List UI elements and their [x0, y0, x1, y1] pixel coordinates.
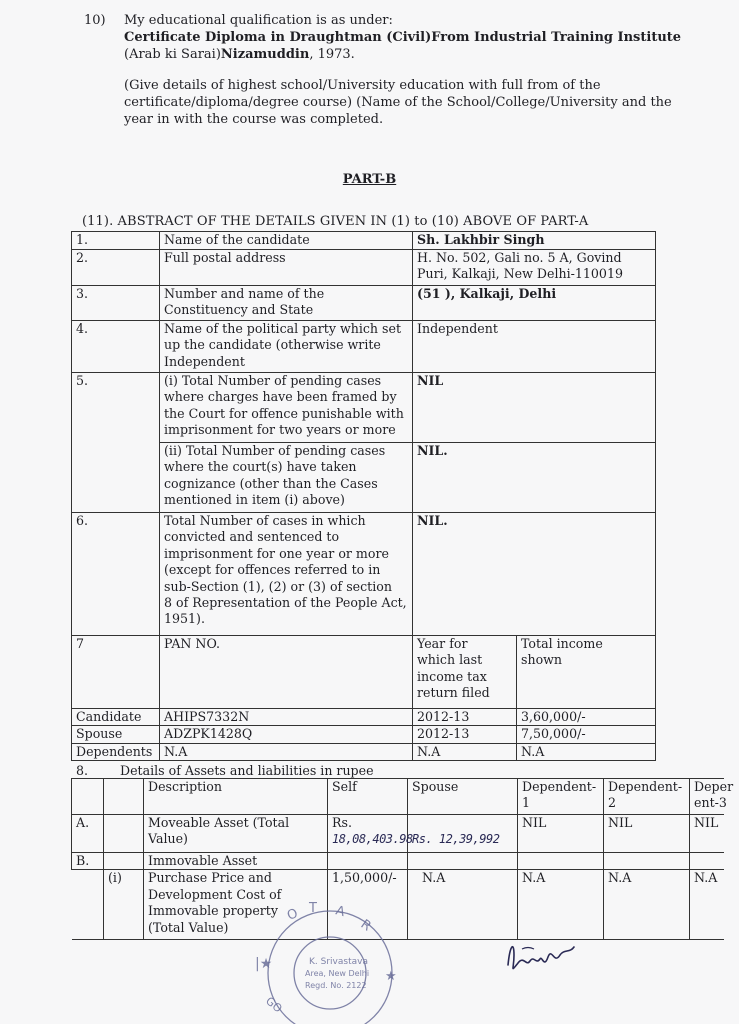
address-line: H. No. 502, Gali no. 5 A, Govind	[417, 250, 622, 265]
header-line: 1	[522, 795, 531, 811]
signature	[500, 935, 580, 980]
row-value: NIL.	[413, 513, 656, 636]
table-row	[72, 815, 724, 853]
row-label: Name of the candidate	[160, 232, 413, 250]
self-value	[328, 815, 413, 853]
row-label: PAN NO.	[160, 636, 413, 709]
self-value: 1,50,000/-	[328, 870, 408, 940]
blank-cell	[690, 853, 724, 870]
blank-cell	[604, 853, 690, 870]
row-number: 5.	[72, 373, 160, 443]
row-value: NIL	[413, 373, 656, 443]
desc-header: Description	[144, 779, 328, 815]
blank-cell	[72, 870, 104, 940]
table-row	[72, 779, 724, 815]
header-line: Year for	[417, 636, 468, 651]
handwritten-value: 18,08,403.98	[332, 832, 413, 847]
row-value: (51 ), Kalkaji, Delhi	[413, 286, 656, 321]
qualification-intro: My educational qualification is as under:	[124, 13, 393, 28]
dependent-2-value: N.A	[604, 870, 690, 940]
label-line: where the court(s) have taken	[164, 459, 357, 475]
pan-number: ADZPK1428Q	[160, 726, 413, 743]
item-number: 10)	[84, 13, 106, 28]
row-number	[72, 443, 160, 513]
row-number: 3.	[72, 286, 160, 321]
stamp-area: Area, New Delhi	[305, 969, 370, 978]
table-row	[72, 743, 656, 760]
row-number: 4.	[72, 321, 160, 373]
spouse-value: N.A	[408, 870, 518, 940]
table-row	[72, 232, 656, 250]
dependent-1-value: NIL	[518, 815, 604, 853]
table-row	[72, 321, 656, 373]
spouse-header: Spouse	[408, 779, 518, 815]
dependent-1-header	[518, 779, 604, 815]
stamp-name: K. Srivastava	[309, 957, 368, 967]
asset-description	[144, 815, 328, 853]
blank-cell	[408, 853, 518, 870]
row-label	[160, 513, 413, 636]
header-line: Deper	[694, 779, 734, 794]
label-line: 8 of Representation of the People Act,	[164, 595, 407, 611]
pan-year: N.A	[413, 743, 517, 760]
asset-description: Immovable Asset	[144, 853, 328, 870]
row-label: A.	[72, 815, 104, 853]
stamp-regd: Regd. No. 2122	[305, 981, 367, 990]
row-number: 6.	[72, 513, 160, 636]
pan-number: N.A	[160, 743, 413, 760]
dependent-3-value: N.A	[690, 870, 724, 940]
blank-cell	[104, 815, 144, 853]
table-row	[72, 709, 656, 726]
row-label	[160, 373, 413, 443]
svg-text:|★: |★	[255, 956, 273, 972]
label-line: mentioned in item (i) above)	[164, 492, 345, 508]
label-line: imprisonment for two years or more	[164, 422, 396, 438]
pan-year: 2012-13	[413, 709, 517, 726]
table-row	[72, 373, 656, 443]
header-line: Dependent-	[608, 779, 683, 794]
svg-text:R: R	[357, 916, 374, 935]
label-line: convicted and sentenced to	[164, 529, 340, 545]
table-row	[72, 286, 656, 321]
part-b-title: PART-B	[342, 172, 397, 187]
dependent-1-value: N.A	[518, 870, 604, 940]
label-line: (i) Total Number of pending cases	[164, 373, 382, 388]
svg-text:★: ★	[385, 969, 397, 984]
abstract-heading: (11). ABSTRACT OF THE DETAILS GIVEN IN (1) to (10) ABOVE OF PART-A	[82, 214, 589, 229]
sub-item-number: (i)	[104, 870, 144, 940]
header-line: ent-3	[694, 795, 727, 811]
spouse-value	[408, 815, 518, 853]
pan-number: AHIPS7332N	[160, 709, 413, 726]
blank-cell	[328, 853, 408, 870]
desc-line: Development Cost of	[148, 886, 282, 902]
label-line: sub-Section (1), (2) or (3) of section	[164, 578, 392, 594]
qualification-place	[124, 46, 684, 63]
section-title: Details of Assets and liabilities in rupee	[120, 763, 374, 778]
header-line: 2	[608, 795, 617, 811]
pan-income: 3,60,000/-	[517, 709, 656, 726]
value-line: Rs.	[332, 815, 352, 830]
qualification-note-line: year in with the course was completed.	[124, 112, 384, 127]
row-number: 2.	[72, 250, 160, 286]
header-line: Total income	[521, 636, 603, 651]
row-label	[160, 443, 413, 513]
row-label: B.	[72, 853, 104, 870]
table-row	[72, 513, 656, 636]
table-row	[72, 726, 656, 743]
blank-cell	[518, 853, 604, 870]
blank-cell	[104, 853, 144, 870]
label-line: Name of the political party which set	[164, 321, 402, 336]
place-prefix: (Arab ki Sarai)	[124, 47, 221, 62]
desc-line: Immovable property	[148, 903, 278, 919]
pan-income: 7,50,000/-	[517, 726, 656, 743]
label-line: the Court for offence punishable with	[164, 405, 404, 421]
label-line: Constituency and State	[164, 302, 314, 318]
abstract-table	[71, 231, 656, 761]
blank-cell	[104, 779, 144, 815]
row-label: Full postal address	[160, 250, 413, 286]
svg-text:GO: GO	[263, 994, 285, 1016]
section-number: 8.	[76, 763, 89, 778]
header-line: income tax	[417, 668, 487, 684]
table-row	[72, 443, 656, 513]
label-line: where charges have been framed by	[164, 389, 397, 405]
header-line: which last	[417, 652, 483, 668]
label-line: Number and name of the	[164, 286, 325, 301]
label-line: (except for offences referred to in	[164, 562, 381, 578]
desc-line: Moveable Asset (Total	[148, 815, 290, 830]
pan-year: 2012-13	[413, 726, 517, 743]
table-row	[72, 250, 656, 286]
header-line: return filed	[417, 685, 490, 701]
row-value: Sh. Lakhbir Singh	[413, 232, 656, 250]
place-name: Nizamuddin	[220, 47, 310, 62]
svg-text:O: O	[285, 906, 300, 924]
row-value: Independent	[413, 321, 656, 373]
desc-line: (Total Value)	[148, 919, 229, 935]
educational-qualification-section	[84, 12, 684, 128]
row-number: 1.	[72, 232, 160, 250]
row-value	[413, 250, 656, 286]
table-row	[72, 853, 724, 870]
desc-line: Purchase Price and	[148, 870, 272, 886]
pan-holder: Spouse	[72, 726, 160, 743]
income-header	[517, 636, 656, 709]
dependent-3-value: NIL	[690, 815, 724, 853]
row-number: 7	[72, 636, 160, 709]
pan-holder: Dependents	[72, 743, 160, 760]
row-label	[160, 321, 413, 373]
dependent-3-header	[690, 779, 734, 815]
qualification-title: Certificate Diploma in Draughtman (Civil)From Industrial Training Institute	[124, 30, 682, 45]
label-line: cognizance (other than the Cases	[164, 475, 378, 491]
label-line: (ii) Total Number of pending cases	[164, 443, 386, 458]
self-header: Self	[328, 779, 408, 815]
svg-text:T: T	[309, 901, 317, 916]
label-line: up the candidate (otherwise write	[164, 337, 381, 353]
handwritten-value: Rs. 12,39,992	[412, 832, 500, 846]
row-label	[160, 286, 413, 321]
notary-stamp	[245, 898, 415, 1024]
qualification-note-line: certificate/diploma/degree course) (Name of the School/College/University and the	[124, 95, 672, 110]
year-header	[413, 636, 517, 709]
svg-text:A: A	[333, 903, 347, 921]
dependent-2-value: NIL	[604, 815, 690, 853]
qualification-note-line: (Give details of highest school/University education with full from of the	[124, 78, 601, 93]
section-8-heading	[76, 763, 374, 778]
label-line: imprisonment for one year or more	[164, 545, 389, 561]
label-line: 1951).	[164, 611, 205, 627]
label-line: Total Number of cases in which	[164, 513, 366, 528]
pan-income: N.A	[517, 743, 656, 760]
label-line: Independent	[164, 353, 245, 369]
row-value: NIL.	[413, 443, 656, 513]
place-year: , 1973.	[309, 47, 355, 62]
dependent-2-header	[604, 779, 690, 815]
desc-line: Value)	[148, 831, 188, 847]
header-line: shown	[521, 652, 563, 668]
header-line: Dependent-	[522, 779, 597, 794]
address-line: Puri, Kalkaji, New Delhi-110019	[417, 266, 623, 282]
table-row	[72, 636, 656, 709]
blank-cell	[72, 779, 104, 815]
pan-holder: Candidate	[72, 709, 160, 726]
